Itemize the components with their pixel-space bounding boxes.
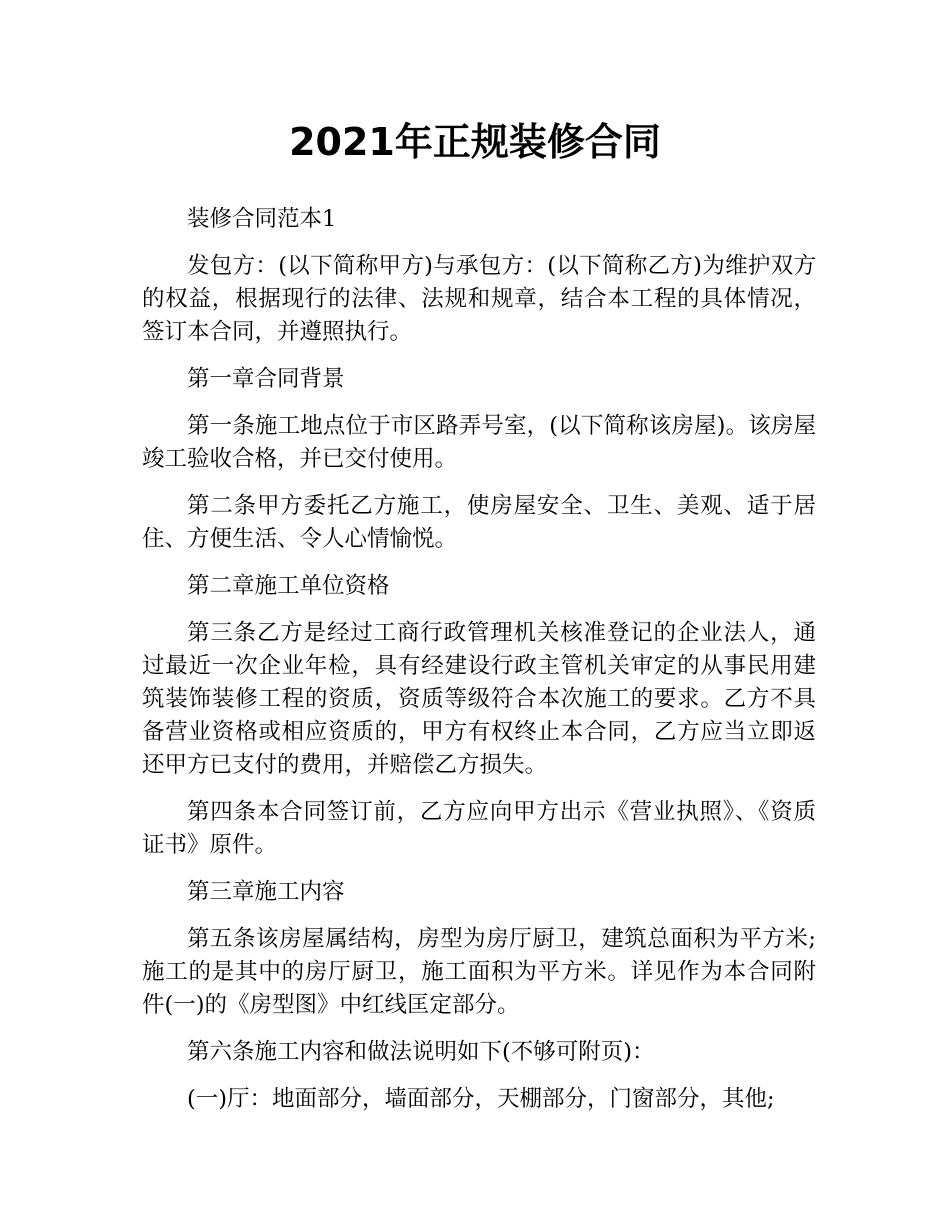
- chapter-heading-3: 第三章施工内容: [187, 879, 345, 905]
- article-4: 第四条本合同签订前，乙方应向甲方出示《营业执照》、《资质证书》原件。: [142, 799, 816, 858]
- chapter-heading-2: 第二章施工单位资格: [187, 573, 390, 599]
- document-title: 2021年正规装修合同: [289, 120, 661, 164]
- article-3: 第三条乙方是经过工商行政管理机关核准登记的企业法人，通过最近一次企业年检，具有经建设行政主管机关审定的从事民用建筑装饰装修工程的资质，资质等级符合本次施工的要求。乙方不具备营业资格或相应资质的，甲方有权终止本合同，乙方应当立即返还甲方已支付的费用，并赔偿乙方损失。: [142, 620, 816, 778]
- article-2: 第二条甲方委托乙方施工，使房屋安全、卫生、美观、适于居住、方便生活、令人心情愉悦。: [142, 493, 816, 552]
- list-item-hall: (一)厅：地面部分，墙面部分，天棚部分，门窗部分，其他;: [187, 1086, 775, 1112]
- heading-contract-sample: 装修合同范本1: [187, 206, 337, 232]
- article-6: 第六条施工内容和做法说明如下(不够可附页)：: [187, 1039, 655, 1065]
- chapter-heading-1: 第一章合同背景: [187, 366, 345, 392]
- document-body: [142, 203, 816, 1130]
- paragraph-preamble: 发包方：(以下简称甲方)与承包方：(以下简称乙方)为维护双方的权益，根据现行的法律、法规和规章，结合本工程的具体情况，签订本合同，并遵照执行。: [142, 253, 816, 345]
- article-5: 第五条该房屋属结构，房型为房厅厨卫，建筑总面积为平方米;施工的是其中的房厅厨卫，施工面积为平方米。详见作为本合同附件(一)的《房型图》中红线匡定部分。: [142, 926, 816, 1018]
- article-1: 第一条施工地点位于市区路弄号室，(以下简称该房屋)。该房屋竣工验收合格，并已交付使用。: [142, 413, 816, 472]
